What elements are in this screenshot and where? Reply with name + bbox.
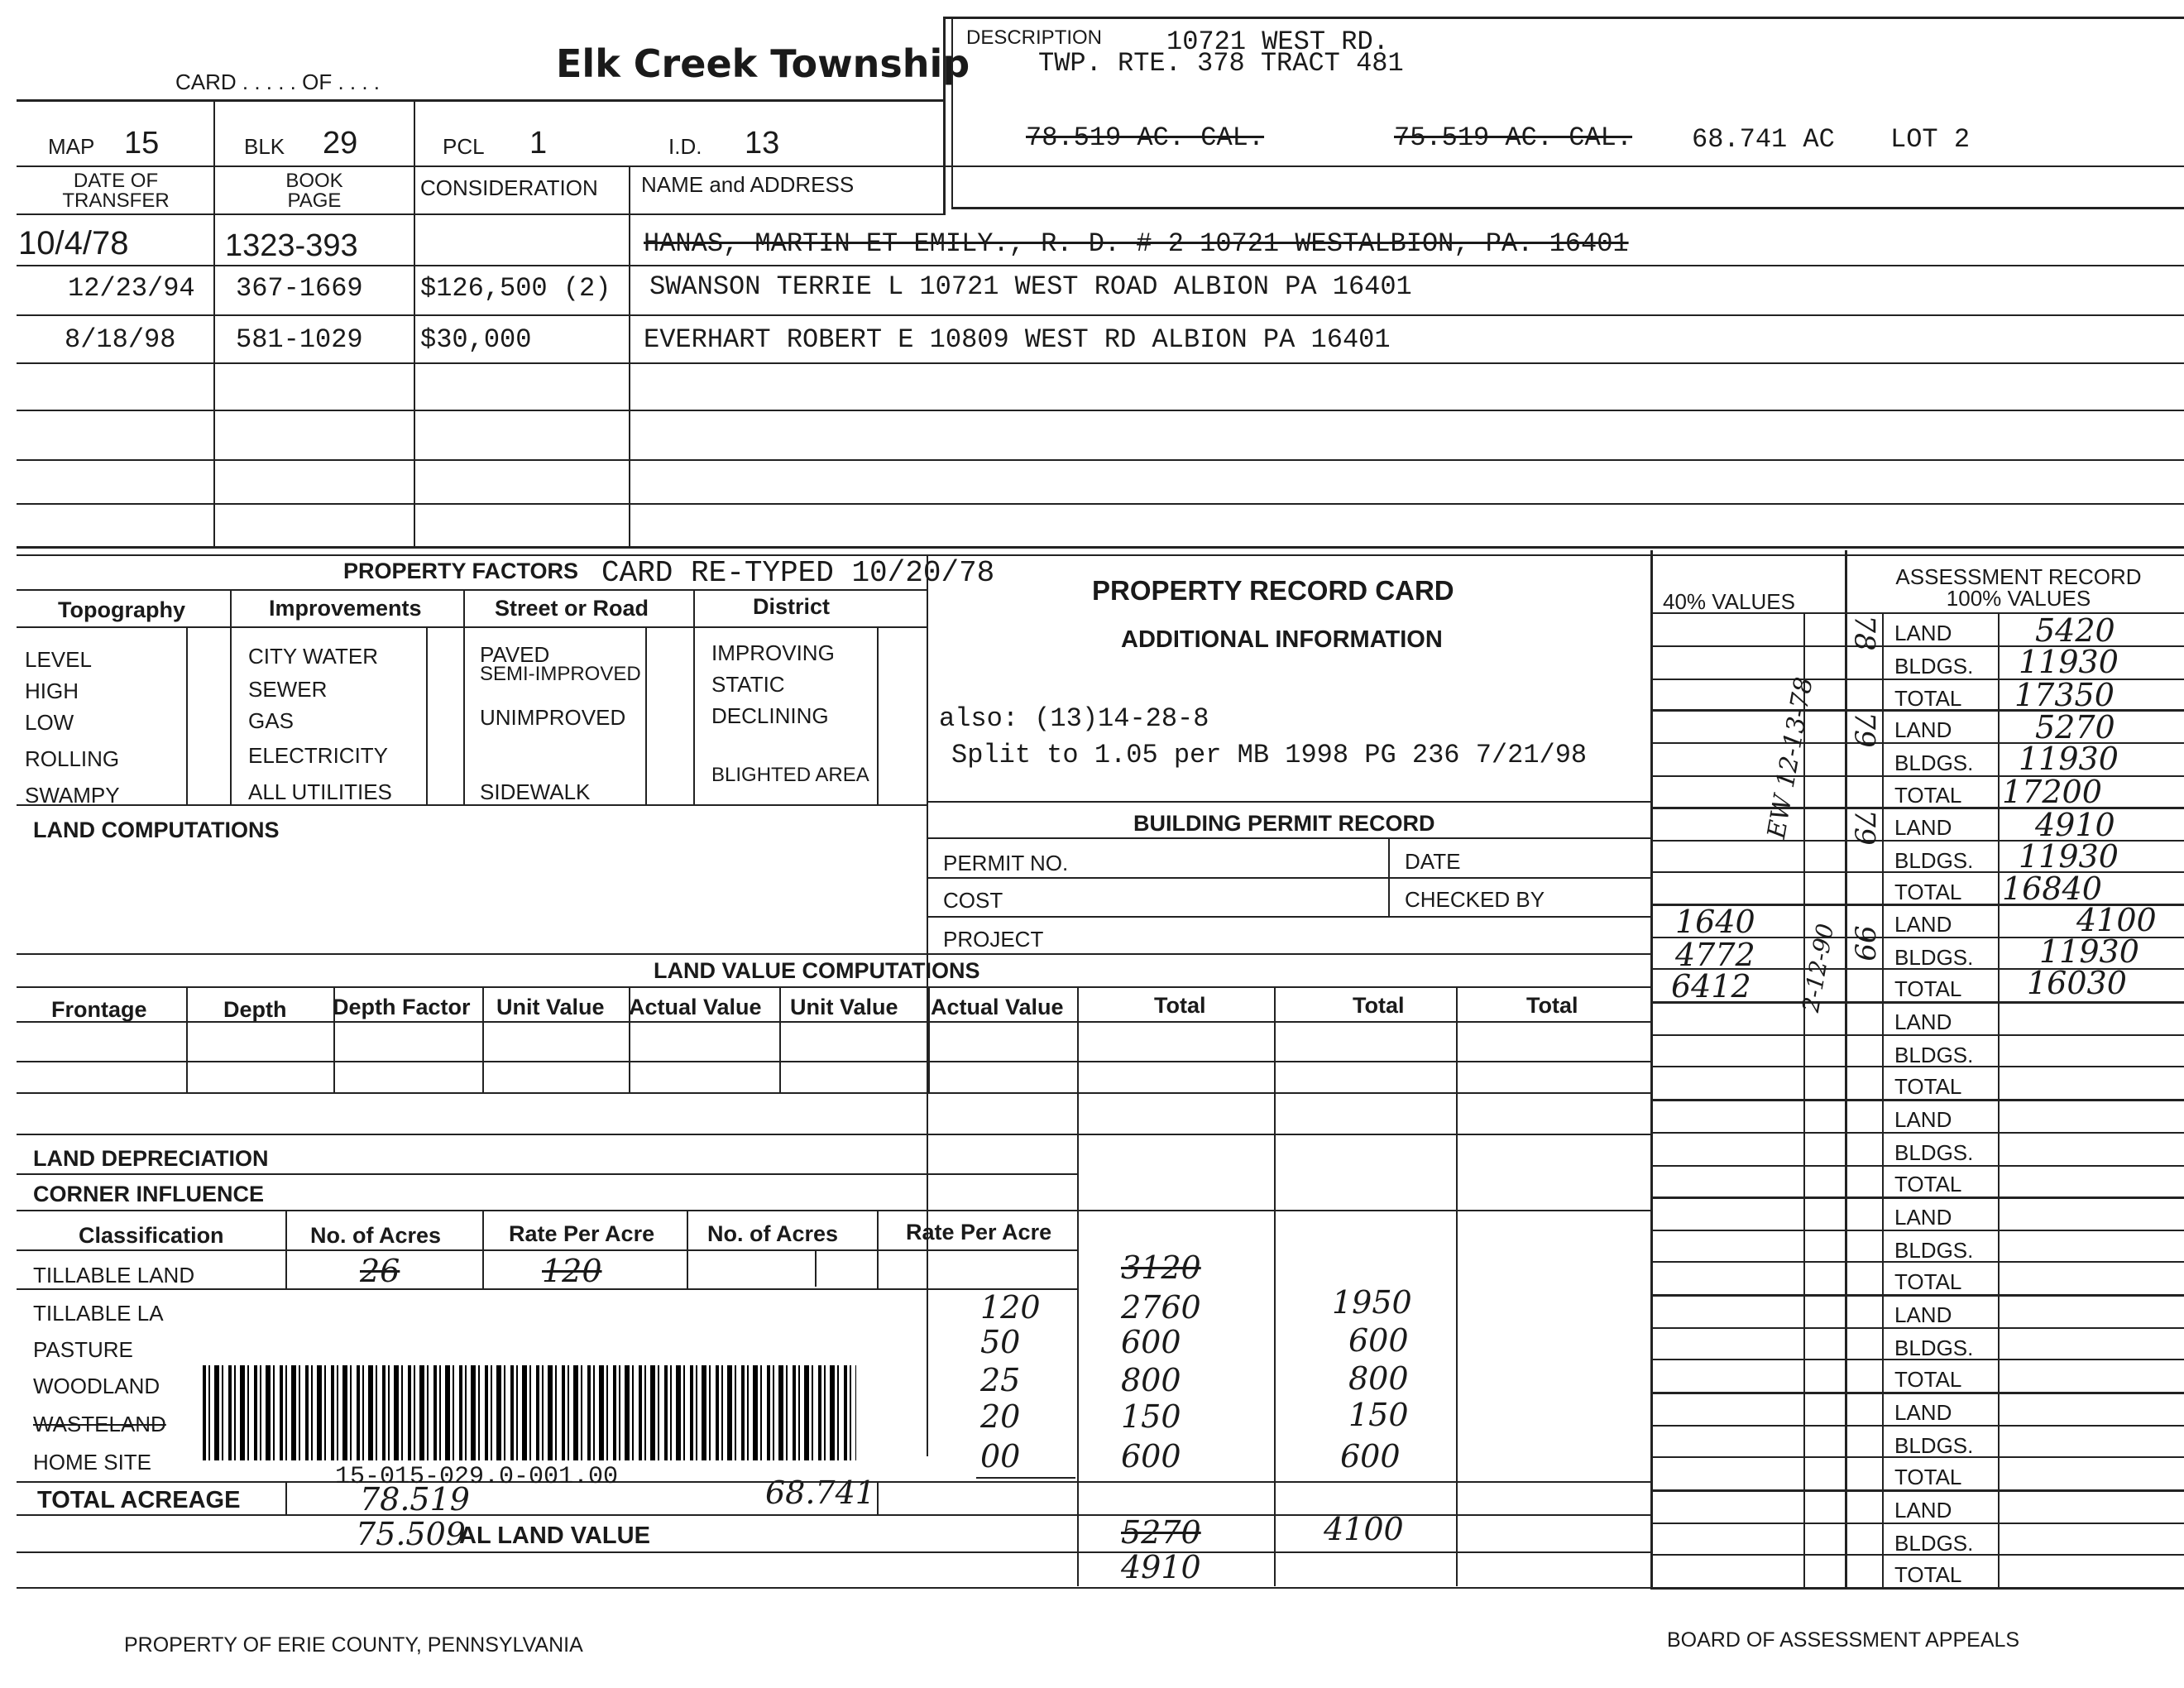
total-land-value-new: 4100 <box>1324 1511 1404 1547</box>
classification-header: Classification <box>79 1223 224 1248</box>
assessment-total-label: TOTAL <box>1894 1465 1962 1489</box>
assessment-land-label: LAND <box>1894 1498 1952 1523</box>
assessment-bldgs-label: BLDGS. <box>1894 1043 1974 1067</box>
acreage-handwritten: 75.509 <box>356 1516 466 1552</box>
col-unit-value-2: Unit Value <box>790 995 898 1019</box>
col-actual-value: Actual Value <box>629 995 762 1019</box>
id-value: 13 <box>745 126 780 161</box>
book-page-header: BOOK PAGE <box>285 170 343 212</box>
row-acres: 20 <box>980 1398 1021 1435</box>
assessment-year: 79 <box>1847 712 1881 748</box>
row-total-2: 600 <box>1340 1438 1401 1475</box>
col-total-1: Total <box>1154 993 1206 1018</box>
description-address: 10721 WEST RD. <box>1166 26 1389 57</box>
permit-cost-label: COST <box>943 888 1003 913</box>
row-total-1: 600 <box>1121 1438 1181 1475</box>
checked-by-label: CHECKED BY <box>1405 887 1545 912</box>
card-retyped-note: CARD RE-TYPED 10/20/78 <box>601 556 995 590</box>
row-total-2: 600 <box>1348 1322 1409 1359</box>
total-land-value-old: 5270 <box>1121 1514 1201 1551</box>
parcel-barcode <box>203 1365 856 1460</box>
improvements-header: Improvements <box>269 596 422 621</box>
improvement-gas: GAS <box>248 708 294 733</box>
col-total-3: Total <box>1526 993 1578 1018</box>
transfer-name: SWANSON TERRIE L 10721 WEST ROAD ALBION PA 16401 <box>649 271 1412 302</box>
assessment-total-label: TOTAL <box>1894 1562 1962 1587</box>
topography-level: LEVEL <box>25 647 92 672</box>
land-depreciation-title: LAND DEPRECIATION <box>33 1146 269 1171</box>
split-note: Split to 1.05 per MB 1998 PG 236 7/21/98 <box>951 740 1588 770</box>
district-header: District <box>753 594 831 619</box>
total-acreage-label: TOTAL ACREAGE <box>37 1487 241 1513</box>
permit-project-label: PROJECT <box>943 927 1044 952</box>
transfer-date: 8/18/98 <box>65 324 176 355</box>
date-of-transfer-header: DATE OF TRANSFER <box>62 170 170 212</box>
map-value: 15 <box>124 126 160 161</box>
forty-percent-value: 6412 <box>1671 968 1751 1005</box>
assessment-year: 78 <box>1847 615 1881 651</box>
improvement-sewer: SEWER <box>248 677 328 702</box>
transfer-book: 367-1669 <box>236 273 363 304</box>
col-unit-value: Unit Value <box>496 995 605 1019</box>
transfer-book: 1323-393 <box>225 228 358 263</box>
row-total-1: 150 <box>1121 1398 1181 1435</box>
row-total-1: 600 <box>1121 1324 1181 1360</box>
property-record-card-title: PROPERTY RECORD CARD <box>1092 575 1454 606</box>
col-depth: Depth <box>223 997 287 1022</box>
assessment-land-label: LAND <box>1894 815 1952 840</box>
assessment-land-label: LAND <box>1894 912 1952 937</box>
col-actual-value-2: Actual Value <box>931 995 1064 1019</box>
row-total-2: 150 <box>1348 1397 1409 1433</box>
description-label: DESCRIPTION <box>966 26 1103 49</box>
description-tract: TWP. RTE. 378 TRACT 481 <box>1038 48 1404 79</box>
street-paved: PAVED <box>480 642 550 667</box>
row-total-1: 2760 <box>1121 1289 1201 1326</box>
assessment-land-label: LAND <box>1894 1302 1952 1327</box>
improvement-electricity: ELECTRICITY <box>248 743 389 768</box>
assessment-bldgs-label: BLDGS. <box>1894 1531 1974 1556</box>
consideration-header: CONSIDERATION <box>420 175 598 200</box>
assessment-value: 16840 <box>2002 870 2102 907</box>
footer-board: BOARD OF ASSESSMENT APPEALS <box>1667 1628 2020 1652</box>
assessment-total-label: TOTAL <box>1894 1074 1962 1099</box>
transfer-consideration: $126,500 (2) <box>420 273 611 304</box>
township-name: Elk Creek Township <box>556 41 970 86</box>
also-parcel-note: also: (13)14-28-8 <box>939 703 1209 734</box>
additional-info-title: ADDITIONAL INFORMATION <box>1121 626 1443 653</box>
topography-rolling: ROLLING <box>25 746 120 771</box>
card-label: CARD . . . . . OF . . . . <box>175 70 381 94</box>
row-total-1: 800 <box>1121 1362 1181 1398</box>
improvement-all-utilities: ALL UTILITIES <box>248 779 392 804</box>
id-label: I.D. <box>668 134 702 159</box>
map-label: MAP <box>48 134 95 159</box>
permit-date-label: DATE <box>1405 849 1461 874</box>
assessment-year: 79 <box>1847 809 1881 846</box>
assessment-total-label: TOTAL <box>1894 880 1962 904</box>
assessment-value: 5420 <box>2035 612 2115 649</box>
corner-influence-title: CORNER INFLUENCE <box>33 1182 265 1206</box>
lot-number: LOT 2 <box>1890 124 1971 155</box>
row-acres: 00 <box>980 1438 1021 1475</box>
class-home-site: HOME SITE <box>33 1450 152 1475</box>
tillable-rate: 120 <box>542 1253 602 1289</box>
forty-percent-value: 4772 <box>1675 937 1755 973</box>
assessment-value: 4910 <box>2035 807 2115 843</box>
assessor-date: 2-12-90 <box>1797 921 1840 1014</box>
assessor-initials: EW 12-13-78 <box>1762 674 1819 842</box>
land-computations-title: LAND COMPUTATIONS <box>33 818 280 842</box>
acres-header-2: No. of Acres <box>707 1221 839 1246</box>
assessment-total-label: TOTAL <box>1894 976 1962 1001</box>
transfer-consideration: $30,000 <box>420 324 532 355</box>
assessment-total-label: TOTAL <box>1894 686 1962 711</box>
district-blighted-area: BLIGHTED AREA <box>711 764 869 786</box>
assessment-value: 4100 <box>2076 902 2157 938</box>
tillable-total: 3120 <box>1121 1249 1201 1286</box>
class-tillable-land: TILLABLE LAND <box>33 1263 195 1288</box>
assessment-land-label: LAND <box>1894 1205 1952 1230</box>
assessment-bldgs-label: BLDGS. <box>1894 848 1974 873</box>
row-total-2: 1950 <box>1332 1284 1412 1321</box>
class-tillable-la: TILLABLE LA <box>33 1301 164 1326</box>
transfer-name: HANAS, MARTIN ET EMILY., R. D. # 2 10721 WESTALBION, PA. 16401 <box>644 228 1629 259</box>
row-acres: 50 <box>980 1324 1021 1360</box>
assessment-bldgs-label: BLDGS. <box>1894 750 1974 775</box>
assessment-land-label: LAND <box>1894 1009 1952 1034</box>
topography-header: Topography <box>58 597 185 622</box>
assessment-year: 99 <box>1847 925 1881 961</box>
class-woodland: WOODLAND <box>33 1374 160 1398</box>
transfer-date: 10/4/78 <box>18 225 129 261</box>
row-total-2: 800 <box>1348 1360 1409 1397</box>
topography-swampy: SWAMPY <box>25 783 120 808</box>
assessment-value: 17200 <box>2002 774 2102 810</box>
assessment-land-label: LAND <box>1894 1107 1952 1132</box>
assessment-land-label: LAND <box>1894 1400 1952 1425</box>
acreage-old-1: 78.519 AC. CAL. <box>1026 122 1265 153</box>
street-semi-improved: SEMI-IMPROVED <box>480 663 641 685</box>
assessment-value: 17350 <box>2014 677 2115 713</box>
assessment-record-title: ASSESSMENT RECORD <box>1895 564 2142 589</box>
transfer-date: 12/23/94 <box>68 273 195 304</box>
transfer-name: EVERHART ROBERT E 10809 WEST RD ALBION PA 16401 <box>644 324 1391 355</box>
assessment-value: 5270 <box>2035 709 2115 746</box>
forty-percent-values-title: 40% VALUES <box>1663 589 1795 614</box>
assessment-record-subtitle: 100% VALUES <box>1946 586 2091 611</box>
assessment-bldgs-label: BLDGS. <box>1894 945 1974 970</box>
acreage-old-2: 75.519 AC. CAL. <box>1394 122 1633 153</box>
building-permit-title: BUILDING PERMIT RECORD <box>1133 811 1435 836</box>
assessment-land-label: LAND <box>1894 621 1952 645</box>
district-static: STATIC <box>711 672 785 697</box>
assessment-total-label: TOTAL <box>1894 1172 1962 1196</box>
row-acres: 25 <box>980 1362 1021 1398</box>
name-address-header: NAME and ADDRESS <box>641 172 855 197</box>
total-acreage-new: 68.741 <box>765 1475 875 1511</box>
assessment-land-label: LAND <box>1894 717 1952 742</box>
topography-low: LOW <box>25 710 74 735</box>
topography-high: HIGH <box>25 679 79 703</box>
assessment-total-label: TOTAL <box>1894 1367 1962 1392</box>
blk-value: 29 <box>323 126 358 161</box>
assessment-bldgs-label: BLDGS. <box>1894 1433 1974 1458</box>
blk-label: BLK <box>244 134 285 159</box>
pcl-value: 1 <box>529 126 548 161</box>
col-depth-factor: Depth Factor <box>333 995 471 1019</box>
assessment-value: 11930 <box>2039 933 2139 970</box>
total-acreage-old: 78.519 <box>360 1481 470 1518</box>
pcl-label: PCL <box>443 134 485 159</box>
col-frontage: Frontage <box>51 997 147 1022</box>
assessment-total-label: TOTAL <box>1894 1269 1962 1294</box>
col-total-2: Total <box>1353 993 1405 1018</box>
property-factors-title: PROPERTY FACTORS <box>343 559 579 583</box>
total-land-value-below: 4910 <box>1121 1549 1201 1585</box>
district-improving: IMPROVING <box>711 640 835 665</box>
permit-no-label: PERMIT NO. <box>943 851 1069 875</box>
total-land-value-label: AL LAND VALUE <box>459 1523 650 1549</box>
assessment-bldgs-label: BLDGS. <box>1894 1140 1974 1165</box>
transfer-book: 581-1029 <box>236 324 363 355</box>
improvement-city-water: CITY WATER <box>248 644 378 669</box>
assessment-value: 16030 <box>2027 965 2127 1001</box>
assessment-bldgs-label: BLDGS. <box>1894 654 1974 679</box>
barcode-number: 15-015-029.0-001.00 <box>335 1463 619 1491</box>
street-sidewalk: SIDEWALK <box>480 779 591 804</box>
assessment-value: 11930 <box>2019 838 2119 875</box>
forty-percent-value: 1640 <box>1675 904 1755 940</box>
assessment-value: 11930 <box>2019 741 2119 777</box>
class-pasture: PASTURE <box>33 1337 133 1362</box>
district-declining: DECLINING <box>711 703 829 728</box>
assessment-bldgs-label: BLDGS. <box>1894 1336 1974 1360</box>
acreage-current: 68.741 AC <box>1692 124 1835 155</box>
row-acres: 120 <box>980 1289 1041 1326</box>
footer-county: PROPERTY OF ERIE COUNTY, PENNSYLVANIA <box>124 1633 583 1657</box>
street-unimproved: UNIMPROVED <box>480 705 626 730</box>
assessment-value: 11930 <box>2019 644 2119 680</box>
street-header: Street or Road <box>495 596 649 621</box>
rate-header-2: Rate Per Acre <box>906 1220 1052 1244</box>
assessment-total-label: TOTAL <box>1894 783 1962 808</box>
land-value-computations-title: LAND VALUE COMPUTATIONS <box>654 958 980 983</box>
assessment-bldgs-label: BLDGS. <box>1894 1238 1974 1263</box>
tillable-acres: 26 <box>360 1253 400 1289</box>
class-wasteland: WASTELAND <box>33 1412 166 1436</box>
rate-header-1: Rate Per Acre <box>509 1221 655 1246</box>
acres-header-1: No. of Acres <box>310 1223 442 1248</box>
